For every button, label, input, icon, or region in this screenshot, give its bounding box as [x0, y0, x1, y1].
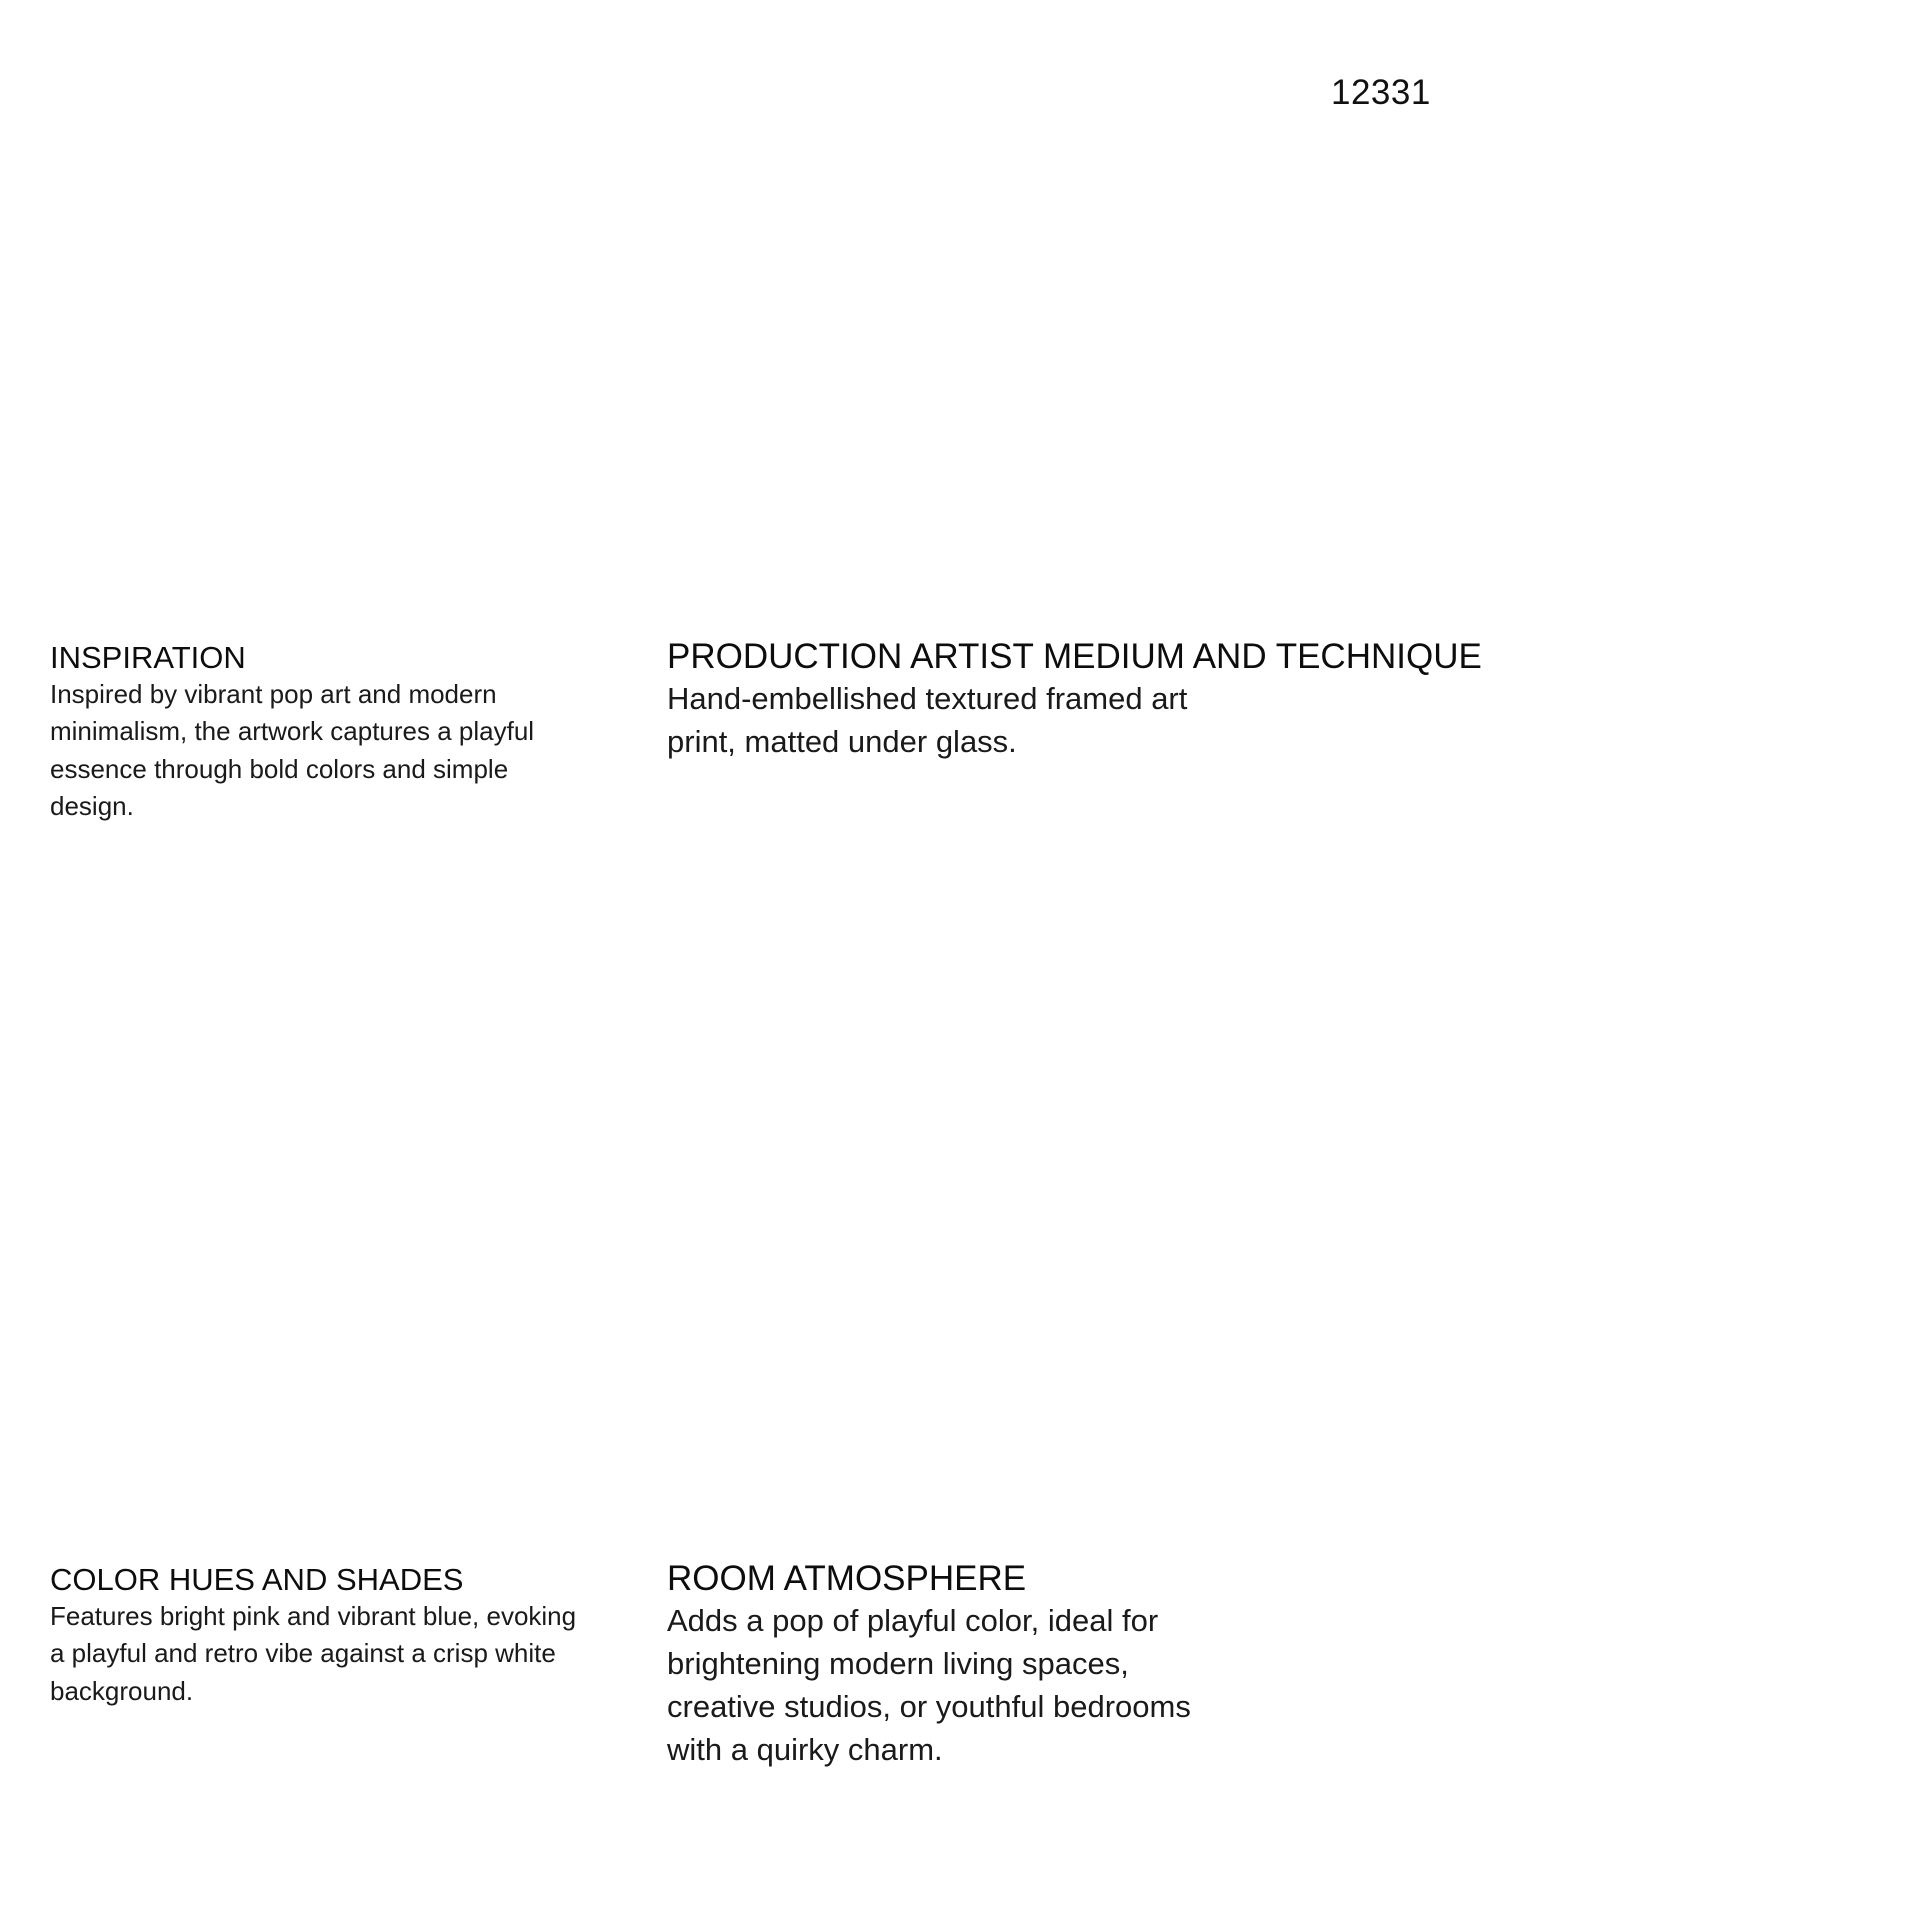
product-number: 12331: [1331, 73, 1431, 112]
room-atmosphere-heading: ROOM ATMOSPHERE: [667, 1559, 1027, 1598]
inspiration-heading: INSPIRATION: [50, 640, 246, 675]
medium-technique-text: Hand-embellished textured framed art print, matted under glass.: [667, 681, 1188, 760]
inspiration-text: Inspired by vibrant pop art and modern minimalism, the artwork captures a playful essence through bold colors and simple design.: [50, 678, 535, 822]
medium-technique-section: [667, 637, 1567, 763]
room-atmosphere-text: Adds a pop of playful color, ideal for brightening modern living spaces, creative studios, or youthful bedrooms with a quirky charm.: [667, 1603, 1191, 1768]
room-atmosphere-section: [667, 1559, 1287, 1771]
inspiration-section: [50, 640, 640, 826]
color-hues-section: [50, 1562, 640, 1710]
medium-technique-heading: PRODUCTION ARTIST MEDIUM AND TECHNIQUE: [667, 637, 1482, 676]
color-hues-text: Features bright pink and vibrant blue, evoking a playful and retro vibe against a crisp white background.: [50, 1600, 577, 1706]
color-hues-heading: COLOR HUES AND SHADES: [50, 1562, 464, 1597]
